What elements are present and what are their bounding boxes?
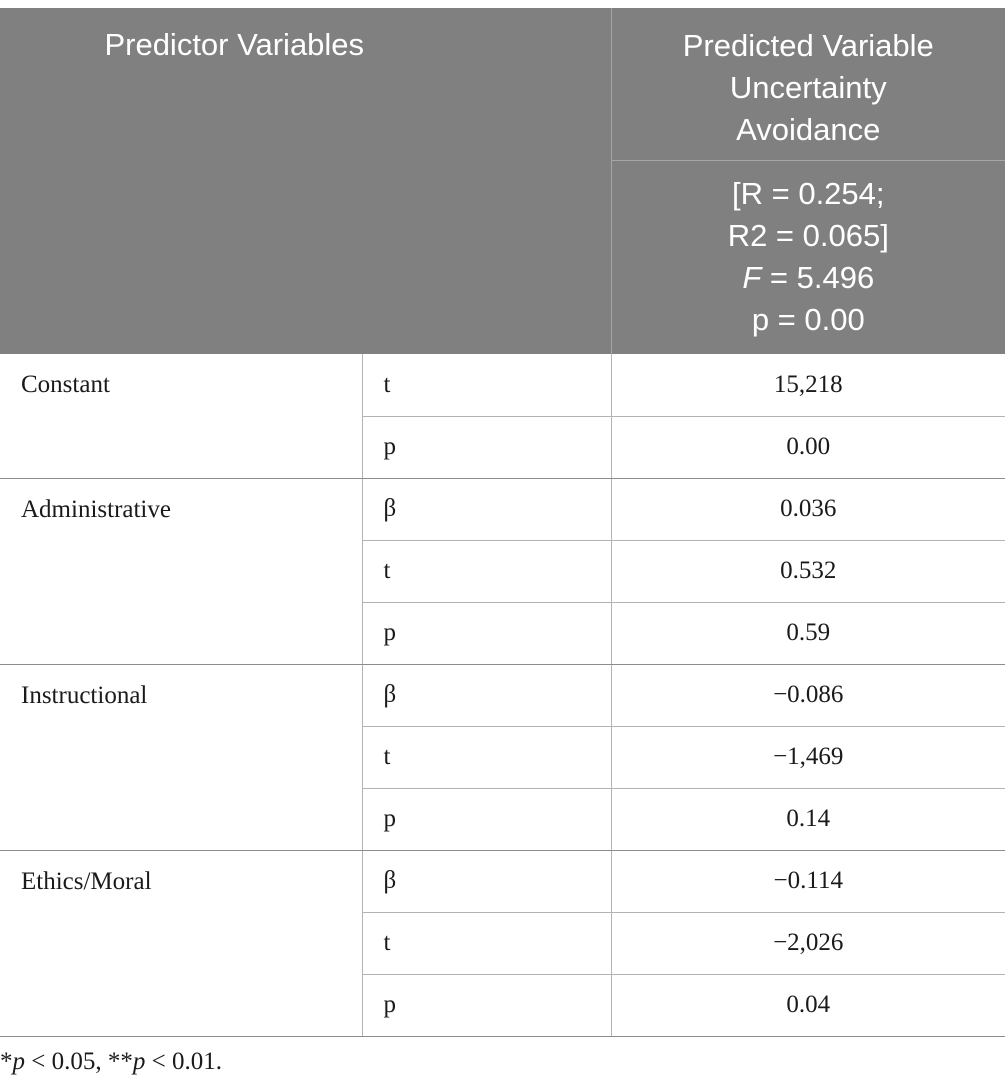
stat-value: 0.14: [611, 788, 1005, 850]
predicted-variable-line-1: Predicted Variable: [682, 28, 934, 63]
stat-label: p: [362, 602, 611, 664]
model-f: [612, 257, 1005, 299]
group-label-administrative: Administrative: [0, 478, 362, 664]
stat-label: β: [362, 850, 611, 912]
model-r: [R = 0.254;: [732, 175, 885, 211]
stat-label: p: [362, 416, 611, 478]
table-row: [0, 354, 1005, 416]
regression-table: [0, 8, 1005, 1037]
stat-value: 0.036: [611, 478, 1005, 540]
stat-value: 0.532: [611, 540, 1005, 602]
stat-label: t: [362, 354, 611, 416]
footnote-star-1: *: [0, 1048, 13, 1075]
footnote-condition-1: < 0.05,: [25, 1048, 108, 1075]
significance-footnote: [0, 1048, 222, 1076]
stat-value: −0.114: [611, 850, 1005, 912]
group-label-ethics-moral: Ethics/Moral: [0, 850, 362, 1036]
footnote-condition-2: < 0.01.: [145, 1048, 222, 1075]
model-stats-header: [611, 160, 1005, 354]
stat-value: 0.00: [611, 416, 1005, 478]
predicted-variable-header: [611, 8, 1005, 160]
stat-label: t: [362, 912, 611, 974]
predictor-variables-header: [0, 8, 611, 354]
stat-label: t: [362, 726, 611, 788]
table-row: [0, 850, 1005, 912]
predicted-variable-line-3: Avoidance: [736, 112, 881, 147]
stat-value: 0.04: [611, 974, 1005, 1036]
table-row: [0, 664, 1005, 726]
footnote-p-2: p: [132, 1048, 146, 1075]
stat-value: −2,026: [611, 912, 1005, 974]
footnote-star-2: **: [107, 1048, 133, 1075]
table-row: [0, 478, 1005, 540]
group-label-constant: Constant: [0, 354, 362, 478]
stat-label: β: [362, 478, 611, 540]
stat-label: p: [362, 788, 611, 850]
stat-label: β: [362, 664, 611, 726]
predicted-variable-line-2: Uncertainty: [729, 70, 887, 105]
group-label-instructional: Instructional: [0, 664, 362, 850]
f-symbol: F: [742, 259, 762, 295]
stat-value: 15,218: [611, 354, 1005, 416]
stat-value: −0.086: [611, 664, 1005, 726]
model-p: p = 0.00: [751, 301, 865, 337]
model-r2: R2 = 0.065]: [727, 217, 889, 253]
footnote-p-1: p: [12, 1048, 25, 1075]
stat-label: t: [362, 540, 611, 602]
f-value: = 5.496: [761, 259, 875, 295]
predictor-variables-title: Predictor Variables: [104, 27, 365, 62]
stat-label: p: [362, 974, 611, 1036]
stat-value: 0.59: [611, 602, 1005, 664]
stat-value: −1,469: [611, 726, 1005, 788]
